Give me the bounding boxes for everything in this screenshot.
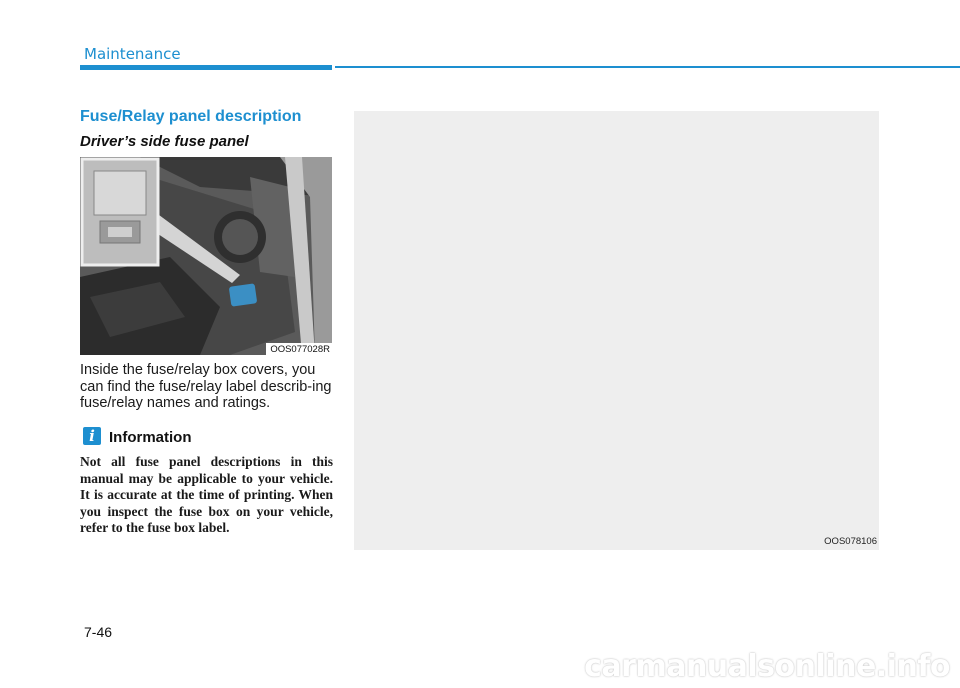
page-number: 7-46 (84, 624, 113, 640)
photo-caption: OOS077028R (266, 343, 332, 355)
body-paragraph: Inside the fuse/relay box covers, you can find the fuse/relay label describ-ing fuse/relay names and ratings. (80, 362, 332, 411)
fuse-box-diagram-panel (354, 111, 879, 550)
dashboard-photo-illustration (80, 157, 332, 355)
section-title: Maintenance (84, 45, 181, 63)
subheading: Driver’s side fuse panel (80, 133, 249, 150)
info-text: Not all fuse panel descriptions in this manual may be applicable to your vehicle. It is accurate at the time of printing. When you inspect the fuse box on your vehicle, refer to the fuse box label. (80, 454, 333, 535)
header-rule-thick (80, 65, 332, 70)
footer-watermark: carmanualsonline.info (584, 649, 950, 684)
page-heading: Fuse/Relay panel description (80, 108, 302, 125)
header-rule-thin (335, 66, 960, 68)
info-icon: i (83, 427, 101, 445)
diagram-caption: OOS078106 (824, 536, 877, 547)
fuse-panel-photo (80, 157, 332, 355)
info-title: Information (109, 429, 192, 446)
